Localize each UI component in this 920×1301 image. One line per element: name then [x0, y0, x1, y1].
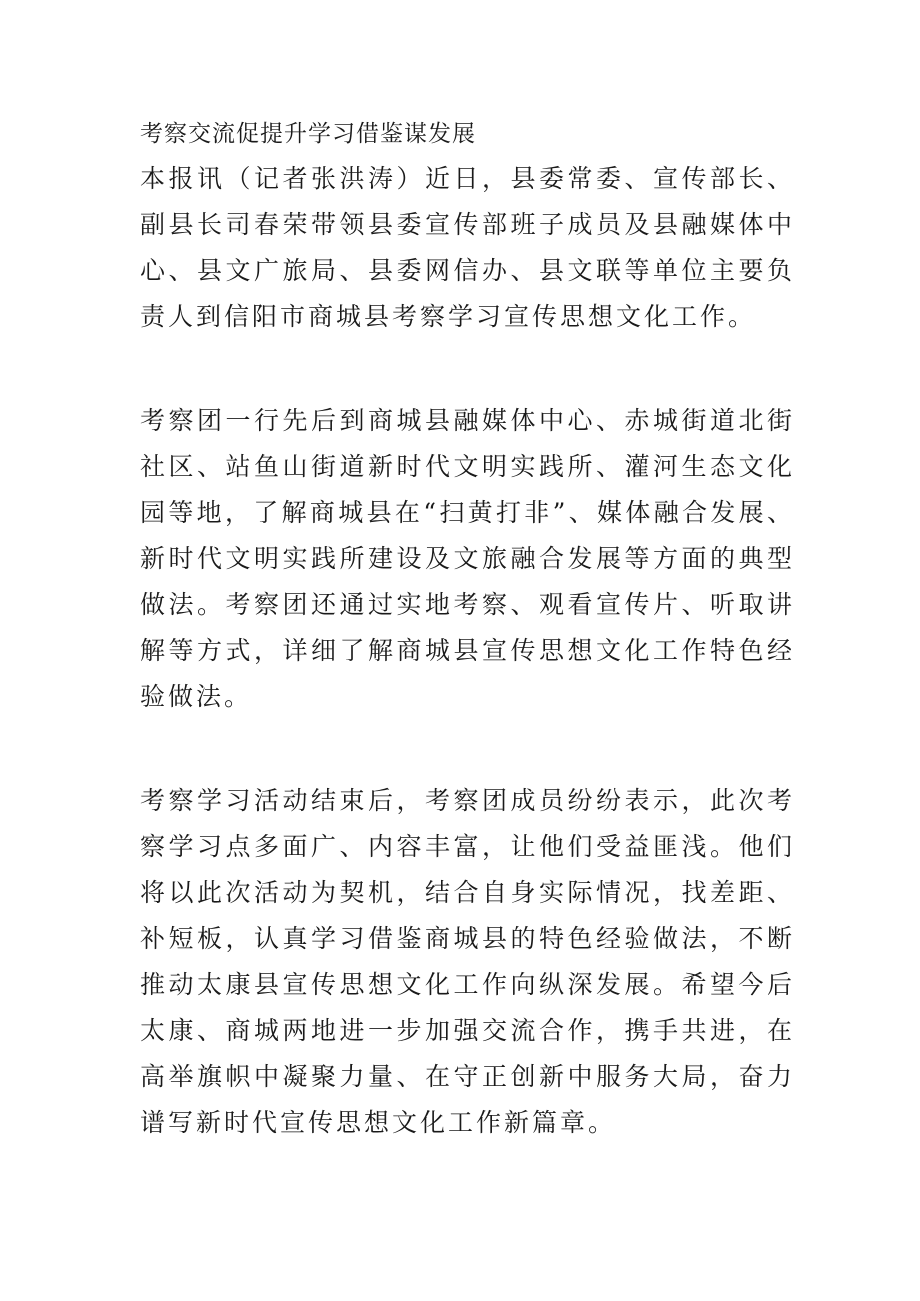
article-paragraph: 考察团一行先后到商城县融媒体中心、赤城街道北街社区、站鱼山街道新时代文明实践所、灌河生态文化园等地，了解商城县在“扫黄打非”、媒体融合发展、新时代文明实践所建设及文旅融合发展等方面的典型做法。考察团还通过实地考察、观看宣传片、听取讲解等方式，详细了解商城县宣传思想文化工作特色经验做法。: [140, 406, 795, 711]
article-paragraph: 考察学习活动结束后，考察团成员纷纷表示，此次考察学习点多面广、内容丰富，让他们受益匪浅。他们将以此次活动为契机，结合自身实际情况，找差距、补短板，认真学习借鉴商城县的特色经验做法，不断推动太康县宣传思想文化工作向纵深发展。希望今后太康、商城两地进一步加强交流合作，携手共进，在高举旗帜中凝聚力量、在守正创新中服务大局，奋力谱写新时代宣传思想文化工作新篇章。: [140, 786, 795, 1137]
article-title: 考察交流促提升学习借鉴谋发展: [140, 121, 476, 147]
article: [140, 112, 795, 1146]
article-paragraph: 本报讯（记者张洪涛）近日，县委常委、宣传部长、副县长司春荣带领县委宣传部班子成员及县融媒体中心、县文广旅局、县委网信办、县文联等单位主要负责人到信阳市商城县考察学习宣传思想文化工作。: [140, 164, 795, 331]
